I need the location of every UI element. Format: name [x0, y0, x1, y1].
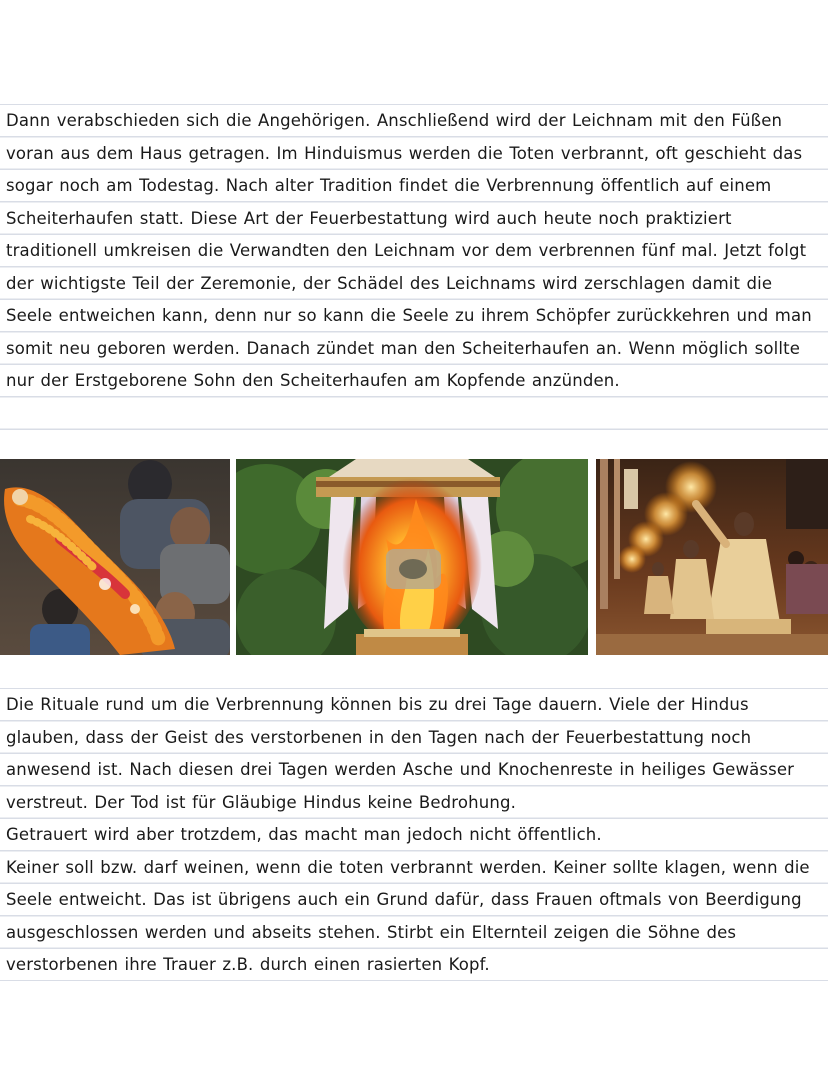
paragraph-mourning: Getrauert wird aber trotzdem, das macht man jedoch nicht öffentlich. — [6, 825, 602, 844]
text-block-bottom — [0, 688, 828, 981]
funeral-procession-photo — [0, 459, 230, 655]
paragraph-customs: Keiner soll bzw. darf weinen, wenn die toten verbrannt werden. Keiner sollte klagen, wenn die Seele entweicht. Das ist übrigens auch ein Grund dafür, dass Frauen oftmals von Beerdigung ausgeschlossen werden und abseits stehen. Stirbt ein Elternteil zeigen die Söhne des verstorbenen ihre Trauer z.B. durch einen rasierten Kopf. — [6, 857, 810, 974]
photo-strip — [0, 459, 828, 655]
aarti-ceremony-photo — [596, 459, 828, 655]
paragraph-rituals: Die Rituale rund um die Verbrennung können bis zu drei Tage dauern. Viele der Hindus glauben, dass der Geist des verstorbenen in den Tagen nach der Feuerbestattung noch anwesend ist. Nach diesen drei Tagen werden Asche und Knochenreste in heiliges Gewässer verstreut. Der Tod ist für Gläubige Hindus keine Bedrohung. — [6, 695, 795, 812]
cremation-fire-photo — [236, 459, 588, 655]
paragraph-cremation-process: Dann verabschieden sich die Angehörigen. Anschließend wird der Leichnam mit den Füßen voran aus dem Haus getragen. Im Hinduismus werden die Toten verbrannt, oft geschieht das sogar noch am Todestag. Nach alter Tradition findet die Verbrennung öffentlich auf einem Scheiterhaufen statt. Diese Art der Feuerbestattung wird auch heute noch praktiziert traditionell umkreisen die Verwandten den Leichnam vor dem verbrennen fünf mal. Jetzt folgt der wichtigste Teil der Zeremonie, der Schädel des Leichnams wird zerschlagen damit die Seele entweichen kann, denn nur so kann die Seele zu ihrem Schöpfer zurückkehren und man somit neu geboren werden. Danach zündet man den Scheiterhaufen an. Wenn möglich sollte nur der Erstgeborene Sohn den Scheiterhaufen am Kopfende anzünden. — [6, 111, 812, 390]
text-block-top — [0, 104, 828, 430]
